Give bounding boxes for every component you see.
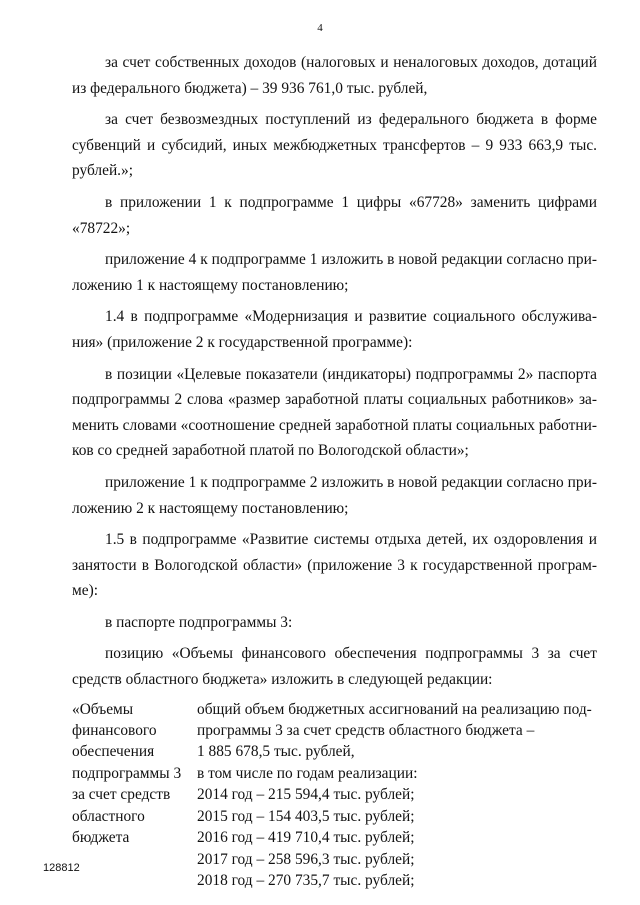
- paragraph-federal-transfers: за счет безвозмездных поступлений из федерального бюджета в форме субвенций и субсидий, иных межбюджетных трансфертов – 9 933 663,9 тыс. рублей.»;: [72, 111, 597, 180]
- document-code: 128812: [43, 862, 80, 874]
- table-value-line: 2018 год – 270 735,7 тыс. рублей;: [197, 871, 415, 889]
- table-value-line: в том числе по годам реализации:: [197, 764, 418, 782]
- paragraph-appendix1-sub1: в приложении 1 к подпрограмме 1 цифры «67728» заменить цифрами «78722»;: [72, 193, 597, 237]
- table-label-line: «Объемы: [72, 700, 134, 718]
- table-value-line: 2014 год – 215 594,4 тыс. рублей;: [197, 786, 415, 804]
- funding-table-label-column: [72, 699, 197, 892]
- paragraph-item-1-4: 1.4 в подпрограмме «Модернизация и развитие социального обслуживания» (приложение 2 к государственной программе):: [72, 308, 597, 351]
- table-label-line: областного: [72, 807, 145, 825]
- paragraph-passport-sub3: в паспорте подпрограммы 3:: [105, 613, 293, 631]
- table-value-line: 2015 год – 154 403,5 тыс. рублей;: [197, 807, 415, 825]
- paragraph-target-indicators: в позиции «Целевые показатели (индикаторы) подпрограммы 2» паспорта подпрограммы 2 слова «размер заработной платы социальных работников» заменить словами «соотношение средней заработной платы социальных работников со средней заработной платой по Вологодской области»;: [72, 365, 597, 460]
- paragraph-own-revenues: за счет собственных доходов (налоговых и неналоговых доходов, дотаций из федерального бюджета) – 39 936 761,0 тыс. рублей,: [72, 54, 597, 97]
- table-label-line: за счет средств: [72, 786, 171, 804]
- funding-table: [72, 699, 597, 892]
- paragraph-funding-position: позицию «Объемы финансового обеспечения подпрограммы 3 за счет средств областного бюджета» изложить в следующей редакции:: [72, 645, 597, 689]
- table-label-line: финансового: [72, 722, 157, 740]
- paragraph-item-1-5: 1.5 в подпрограмме «Развитие системы отдыха детей, их оздоровления и занятости в Вологодской области» (приложение 3 к государственной программе):: [72, 531, 597, 600]
- table-value-line: программы 3 за счет средств областного бюджета –: [197, 722, 535, 740]
- funding-table-value-column: [197, 699, 597, 892]
- paragraph-appendix1-sub2: приложение 1 к подпрограмме 2 изложить в новой редакции согласно приложению 2 к настоящему постановлению;: [72, 473, 597, 517]
- paragraph-appendix4-sub1: приложение 4 к подпрограмме 1 изложить в новой редакции согласно приложению 1 к настоящему постановлению;: [72, 251, 597, 294]
- page-number: 4: [317, 22, 323, 34]
- table-label-line: обеспечения: [72, 743, 155, 761]
- table-value-line: 1 885 678,5 тыс. рублей,: [197, 743, 355, 761]
- table-value-line: 2016 год – 419 710,4 тыс. рублей;: [197, 829, 415, 847]
- table-label-line: бюджета: [72, 829, 130, 847]
- document-body: [72, 50, 597, 891]
- table-value-line: 2017 год – 258 596,3 тыс. рублей;: [197, 850, 415, 868]
- table-value-line: общий объем бюджетных ассигнований на реализацию под-: [197, 700, 592, 718]
- table-label-line: подпрограммы 3: [72, 764, 182, 782]
